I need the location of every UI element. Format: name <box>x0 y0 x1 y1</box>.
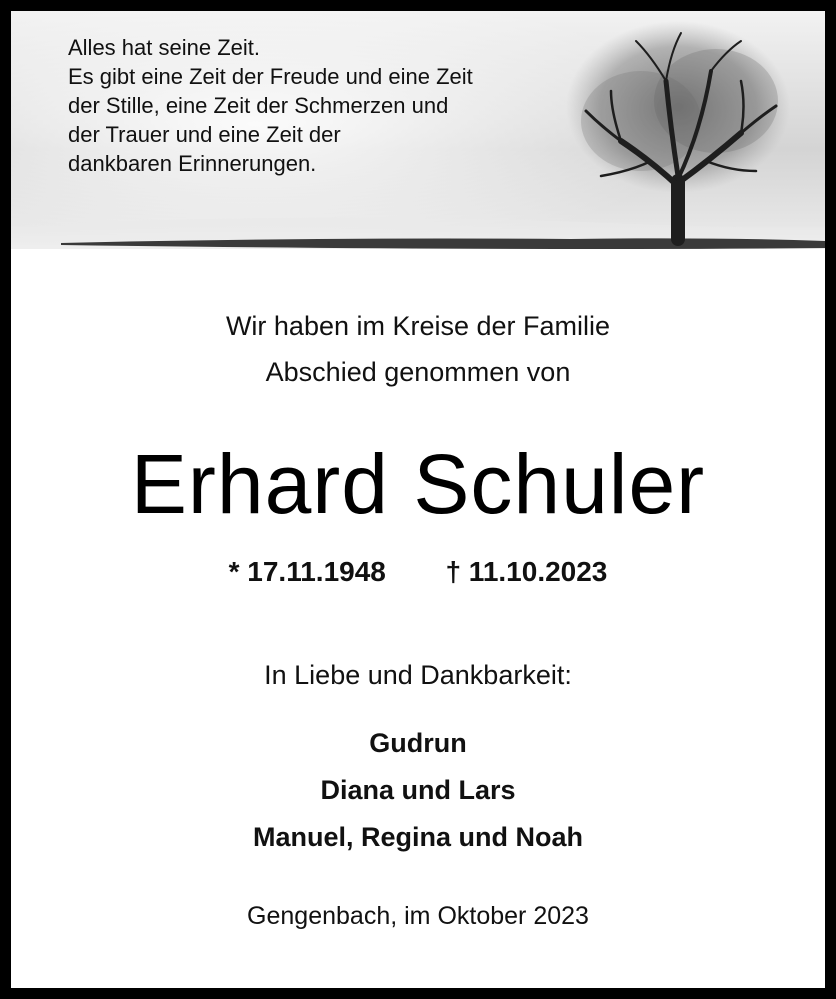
thanks-line: In Liebe und Dankbarkeit: <box>264 660 572 690</box>
intro-line-2: Abschied genommen von <box>265 357 571 387</box>
header-banner <box>11 11 825 263</box>
deceased-name: Erhard Schuler <box>130 437 706 531</box>
life-dates <box>0 556 836 588</box>
closing-place-date: Gengenbach, im Oktober 2023 <box>247 902 589 930</box>
motto-line: Es gibt eine Zeit der Freude und eine Zeit <box>68 64 473 89</box>
family-member: Gudrun <box>369 728 467 758</box>
motto-line: der Stille, eine Zeit der Schmerzen und <box>68 93 449 118</box>
intro-line-1: Wir haben im Kreise der Familie <box>225 311 611 341</box>
family-member: Diana und Lars <box>320 775 516 805</box>
death-date: † 11.10.2023 <box>445 556 608 587</box>
motto-text <box>68 33 473 178</box>
birth-date: * 17.11.1948 <box>228 556 386 587</box>
motto-line: der Trauer und eine Zeit der <box>68 122 341 147</box>
motto-line: Alles hat seine Zeit. <box>68 35 260 60</box>
family-member: Manuel, Regina und Noah <box>252 822 583 852</box>
motto-line: dankbaren Erinnerungen. <box>68 151 317 176</box>
